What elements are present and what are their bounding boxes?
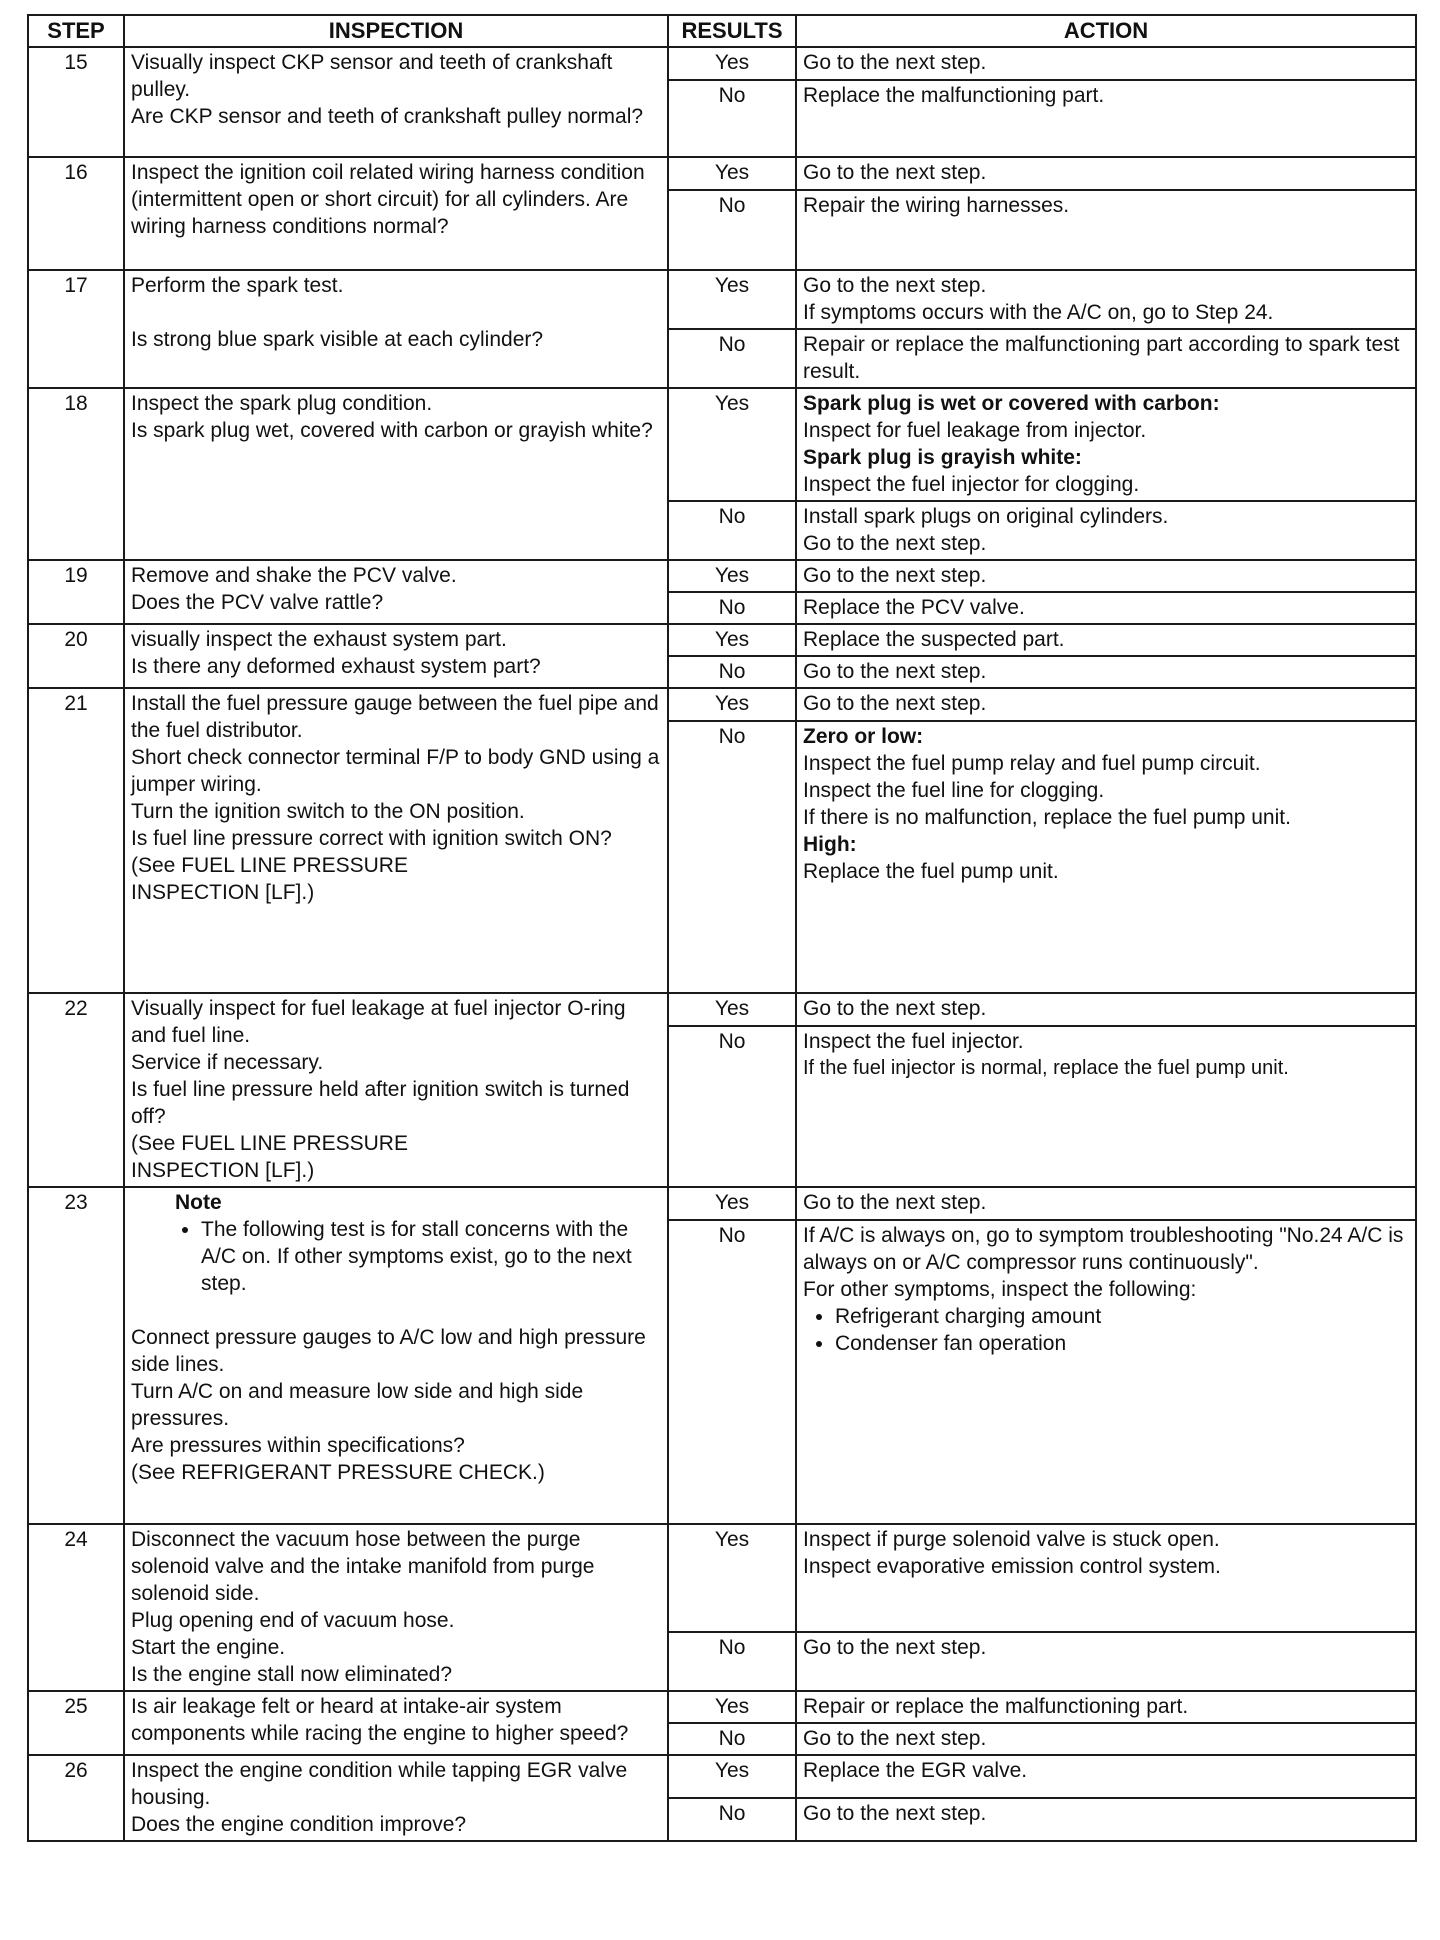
inspection-text: Does the PCV valve rattle? xyxy=(131,591,384,614)
inspection-text: Start the engine. xyxy=(131,1636,286,1659)
step-number: 25 xyxy=(28,1691,124,1755)
action-cell xyxy=(796,190,1416,270)
result-no: No xyxy=(668,656,796,688)
header-inspection: INSPECTION xyxy=(124,15,668,47)
inspection-text: Is the engine stall now eliminated? xyxy=(131,1663,453,1686)
inspection-text: Connect pressure gauges to A/C low and high pressure side lines. xyxy=(131,1326,646,1376)
result-yes: Yes xyxy=(668,47,796,80)
action-bullet: • Refrigerant charging amount xyxy=(835,1303,1409,1330)
result-yes: Yes xyxy=(668,157,796,190)
inspection-cell xyxy=(124,270,668,388)
inspection-cell xyxy=(124,560,668,624)
action-bullet: • Condenser fan operation xyxy=(835,1330,1409,1357)
action-text: If A/C is always on, go to symptom troubleshooting "No.24 A/C is always on or A/C compressor runs continuously". xyxy=(803,1224,1404,1274)
action-text: Inspect for fuel leakage from injector. xyxy=(803,419,1147,442)
inspection-cell xyxy=(124,388,668,560)
inspection-text: Visually inspect CKP sensor and teeth of crankshaft pulley. xyxy=(131,51,613,101)
inspection-reference: (See FUEL LINE PRESSURE INSPECTION [LF].) xyxy=(131,1132,408,1182)
result-yes: Yes xyxy=(668,1187,796,1220)
inspection-text: Inspect the engine condition while tapping EGR valve housing. xyxy=(131,1759,628,1809)
inspection-text: visually inspect the exhaust system part. xyxy=(131,628,507,651)
action-text: Go to the next step. xyxy=(803,532,987,555)
inspection-text: Is fuel line pressure correct with ignition switch ON? xyxy=(131,827,612,850)
inspection-text: Plug opening end of vacuum hose. xyxy=(131,1609,455,1632)
step-number: 24 xyxy=(28,1524,124,1691)
inspection-text: Does the engine condition improve? xyxy=(131,1813,467,1836)
result-yes: Yes xyxy=(668,1691,796,1723)
table-row xyxy=(28,47,1416,80)
result-yes: Yes xyxy=(668,560,796,592)
inspection-cell xyxy=(124,993,668,1187)
action-heading: Spark plug is grayish white: xyxy=(803,446,1082,469)
result-no: No xyxy=(668,1723,796,1755)
action-cell xyxy=(796,1220,1416,1524)
action-text: Go to the next step. xyxy=(803,1727,987,1750)
action-heading: Spark plug is wet or covered with carbon: xyxy=(803,392,1220,415)
action-cell xyxy=(796,624,1416,656)
action-text: If there is no malfunction, replace the fuel pump unit. xyxy=(803,806,1291,829)
inspection-cell xyxy=(124,688,668,993)
inspection-text: Service if necessary. xyxy=(131,1051,324,1074)
header-step: STEP xyxy=(28,15,124,47)
table-row xyxy=(28,1187,1416,1220)
result-no: No xyxy=(668,721,796,993)
action-cell xyxy=(796,329,1416,388)
action-text: Inspect the fuel pump relay and fuel pump circuit. xyxy=(803,752,1261,775)
action-text: Go to the next step. xyxy=(803,660,987,683)
header-action: ACTION xyxy=(796,15,1416,47)
action-text: Go to the next step. xyxy=(803,161,987,184)
table-row xyxy=(28,560,1416,592)
inspection-text: Is spark plug wet, covered with carbon or grayish white? xyxy=(131,419,653,442)
action-text: Inspect if purge solenoid valve is stuck open. xyxy=(803,1528,1220,1551)
action-text: Replace the malfunctioning part. xyxy=(803,84,1105,107)
action-cell xyxy=(796,592,1416,624)
step-number: 17 xyxy=(28,270,124,388)
result-no: No xyxy=(668,80,796,157)
action-cell xyxy=(796,721,1416,993)
action-text: Go to the next step. xyxy=(803,51,987,74)
step-number: 20 xyxy=(28,624,124,688)
action-cell xyxy=(796,1755,1416,1798)
action-cell xyxy=(796,993,1416,1026)
action-cell xyxy=(796,47,1416,80)
inspection-text: Are CKP sensor and teeth of crankshaft pulley normal? xyxy=(131,105,644,128)
action-text: Repair or replace the malfunctioning part according to spark test result. xyxy=(803,333,1400,383)
inspection-text: Disconnect the vacuum hose between the purge solenoid valve and the intake manifold from purge solenoid side. xyxy=(131,1528,595,1605)
action-text: Replace the EGR valve. xyxy=(803,1759,1028,1782)
step-number: 26 xyxy=(28,1755,124,1841)
table-row xyxy=(28,993,1416,1026)
result-yes: Yes xyxy=(668,1755,796,1798)
action-cell xyxy=(796,688,1416,721)
action-text: Go to the next step. xyxy=(803,1191,987,1214)
inspection-text: Install the fuel pressure gauge between the fuel pipe and the fuel distributor. xyxy=(131,692,659,742)
action-text: Inspect evaporative emission control system. xyxy=(803,1555,1221,1578)
action-text: Go to the next step. xyxy=(803,274,987,297)
action-cell xyxy=(796,1026,1416,1187)
result-no: No xyxy=(668,1026,796,1187)
table-row xyxy=(28,1755,1416,1798)
result-yes: Yes xyxy=(668,624,796,656)
header-results: RESULTS xyxy=(668,15,796,47)
inspection-cell xyxy=(124,1187,668,1524)
result-yes: Yes xyxy=(668,1524,796,1632)
action-cell xyxy=(796,501,1416,560)
action-cell xyxy=(796,1691,1416,1723)
action-text: Go to the next step. xyxy=(803,1636,987,1660)
inspection-cell xyxy=(124,1755,668,1841)
action-text: Inspect the fuel line for clogging. xyxy=(803,779,1105,802)
inspection-text: Are pressures within specifications? xyxy=(131,1434,465,1457)
inspection-cell xyxy=(124,1691,668,1755)
action-cell xyxy=(796,1632,1416,1691)
table-row xyxy=(28,270,1416,329)
diagnostic-table xyxy=(27,14,1417,1842)
step-number: 21 xyxy=(28,688,124,993)
action-text: Inspect the fuel injector for clogging. xyxy=(803,473,1140,496)
step-number: 22 xyxy=(28,993,124,1187)
action-cell xyxy=(796,270,1416,329)
inspection-cell xyxy=(124,157,668,270)
inspection-text: Is fuel line pressure held after ignition switch is turned off? xyxy=(131,1078,630,1128)
inspection-cell xyxy=(124,1524,668,1691)
result-yes: Yes xyxy=(668,688,796,721)
action-cell xyxy=(796,1524,1416,1632)
step-number: 15 xyxy=(28,47,124,157)
table-row xyxy=(28,388,1416,501)
inspection-text: Turn the ignition switch to the ON position. xyxy=(131,800,525,823)
inspection-reference: (See FUEL LINE PRESSURE INSPECTION [LF].) xyxy=(131,854,408,904)
result-no: No xyxy=(668,1632,796,1691)
inspection-text: Is there any deformed exhaust system part? xyxy=(131,655,541,678)
result-no: No xyxy=(668,190,796,270)
result-no: No xyxy=(668,329,796,388)
inspection-text: Remove and shake the PCV valve. xyxy=(131,564,457,587)
inspection-text: Is air leakage felt or heard at intake-air system components while racing the engine to higher speed? xyxy=(131,1695,629,1745)
action-cell xyxy=(796,157,1416,190)
table-row xyxy=(28,157,1416,190)
inspection-cell xyxy=(124,624,668,688)
inspection-cell xyxy=(124,47,668,157)
step-number: 18 xyxy=(28,388,124,560)
inspection-text: Inspect the ignition coil related wiring harness condition (intermittent open or short circuit) for all cylinders. Are wiring harness conditions normal? xyxy=(131,161,645,238)
result-no: No xyxy=(668,1798,796,1841)
result-yes: Yes xyxy=(668,388,796,501)
result-yes: Yes xyxy=(668,270,796,329)
table-row xyxy=(28,624,1416,656)
inspection-text: Is strong blue spark visible at each cylinder? xyxy=(131,328,544,351)
inspection-text: Perform the spark test. xyxy=(131,274,344,297)
action-cell xyxy=(796,1187,1416,1220)
action-text: Install spark plugs on original cylinders. xyxy=(803,505,1169,528)
action-cell xyxy=(796,560,1416,592)
result-no: No xyxy=(668,1220,796,1524)
action-text: Replace the suspected part. xyxy=(803,628,1065,651)
action-text: Go to the next step. xyxy=(803,692,987,715)
action-cell xyxy=(796,1723,1416,1755)
action-text: Replace the fuel pump unit. xyxy=(803,860,1059,883)
action-text: Inspect the fuel injector. xyxy=(803,1030,1024,1053)
inspection-reference: (See REFRIGERANT PRESSURE CHECK.) xyxy=(131,1461,545,1484)
action-text: Go to the next step. xyxy=(803,1802,987,1825)
step-number: 19 xyxy=(28,560,124,624)
action-cell xyxy=(796,388,1416,501)
step-number: 23 xyxy=(28,1187,124,1524)
action-cell xyxy=(796,656,1416,688)
action-bullet-list xyxy=(803,1303,1409,1357)
note-title: Note xyxy=(175,1191,222,1214)
action-text: Repair or replace the malfunctioning part. xyxy=(803,1695,1189,1718)
action-cell xyxy=(796,1798,1416,1841)
action-cell xyxy=(796,80,1416,157)
action-text: Repair the wiring harnesses. xyxy=(803,194,1070,217)
result-no: No xyxy=(668,501,796,560)
result-yes: Yes xyxy=(668,993,796,1026)
action-text: For other symptoms, inspect the following: xyxy=(803,1278,1197,1301)
action-text: Replace the PCV valve. xyxy=(803,596,1025,619)
note-item: • The following test is for stall concerns with the A/C on. If other symptoms exist, go to the next step. xyxy=(201,1216,661,1297)
action-text: If the fuel injector is normal, replace the fuel pump unit. xyxy=(803,1057,1289,1079)
inspection-text: Visually inspect for fuel leakage at fuel injector O-ring and fuel line. xyxy=(131,997,626,1047)
table-row xyxy=(28,1691,1416,1723)
header-row xyxy=(28,15,1416,47)
table-row xyxy=(28,1524,1416,1632)
inspection-text: Short check connector terminal F/P to body GND using a jumper wiring. xyxy=(131,746,660,796)
table-row xyxy=(28,688,1416,721)
action-heading: High: xyxy=(803,833,857,856)
inspection-text: Inspect the spark plug condition. xyxy=(131,392,433,415)
step-number: 16 xyxy=(28,157,124,270)
result-no: No xyxy=(668,592,796,624)
action-text: Go to the next step. xyxy=(803,564,987,587)
action-text: Go to the next step. xyxy=(803,997,987,1020)
action-heading: Zero or low: xyxy=(803,725,924,748)
note-list xyxy=(131,1216,661,1297)
action-text: If symptoms occurs with the A/C on, go to Step 24. xyxy=(803,301,1274,324)
inspection-text: Turn A/C on and measure low side and high side pressures. xyxy=(131,1380,584,1430)
